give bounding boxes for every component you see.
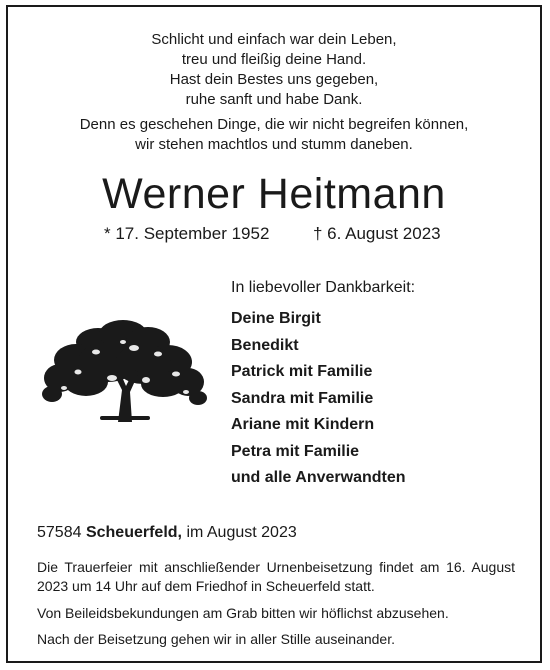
poem-line: Schlicht und einfach war dein Leben, bbox=[151, 31, 397, 48]
town: Scheuerfeld, bbox=[85, 524, 182, 541]
thanks-line: In liebevoller Dankbarkeit: bbox=[231, 279, 416, 296]
poem-line: Hast dein Bestes uns gegeben, bbox=[169, 71, 379, 88]
poem-verse-1 bbox=[8, 30, 540, 110]
mourner-name: Deine Birgit bbox=[231, 310, 321, 327]
notice-date: im August 2023 bbox=[186, 524, 297, 541]
poem-line: wir stehen machtlos und stumm daneben. bbox=[135, 136, 413, 153]
postcode: 57584 bbox=[37, 524, 82, 541]
funeral-info: Die Trauerfeier mit anschließender Urnenbeisetzung findet am 16. August 2023 um 14 Uhr auf dem Friedhof in Scheuerfeld statt. bbox=[37, 559, 515, 594]
poem-line: treu und fleißig deine Hand. bbox=[181, 51, 367, 68]
deceased-name: Werner Heitmann bbox=[102, 170, 446, 218]
poem-line: ruhe sanft und habe Dank. bbox=[185, 91, 363, 108]
poem-line: Denn es geschehen Dinge, die wir nicht begreifen können, bbox=[79, 116, 469, 133]
condolence-note: Von Beileidsbekundungen am Grab bitten wir höflichst abzusehen. bbox=[37, 605, 449, 621]
burial-note: Nach der Beisetzung gehen wir in aller Stille auseinander. bbox=[37, 631, 395, 647]
mourner-name: Sandra mit Familie bbox=[231, 389, 374, 407]
mourner-name: Petra mit Familie bbox=[231, 442, 360, 460]
mourners-list bbox=[231, 306, 406, 492]
mourner-name: Patrick mit Familie bbox=[231, 363, 373, 380]
poem-verse-2 bbox=[8, 115, 540, 155]
mourner-name: Benedikt bbox=[231, 336, 299, 354]
mourner-name: und alle Anverwandten bbox=[231, 469, 406, 486]
death-date: † 6. August 2023 bbox=[313, 224, 441, 243]
tree-icon bbox=[38, 312, 208, 422]
mourner-name: Ariane mit Kindern bbox=[231, 416, 375, 433]
obituary-notice bbox=[6, 5, 542, 663]
place-and-date bbox=[37, 523, 297, 543]
birth-date: * 17. September 1952 bbox=[104, 224, 270, 243]
